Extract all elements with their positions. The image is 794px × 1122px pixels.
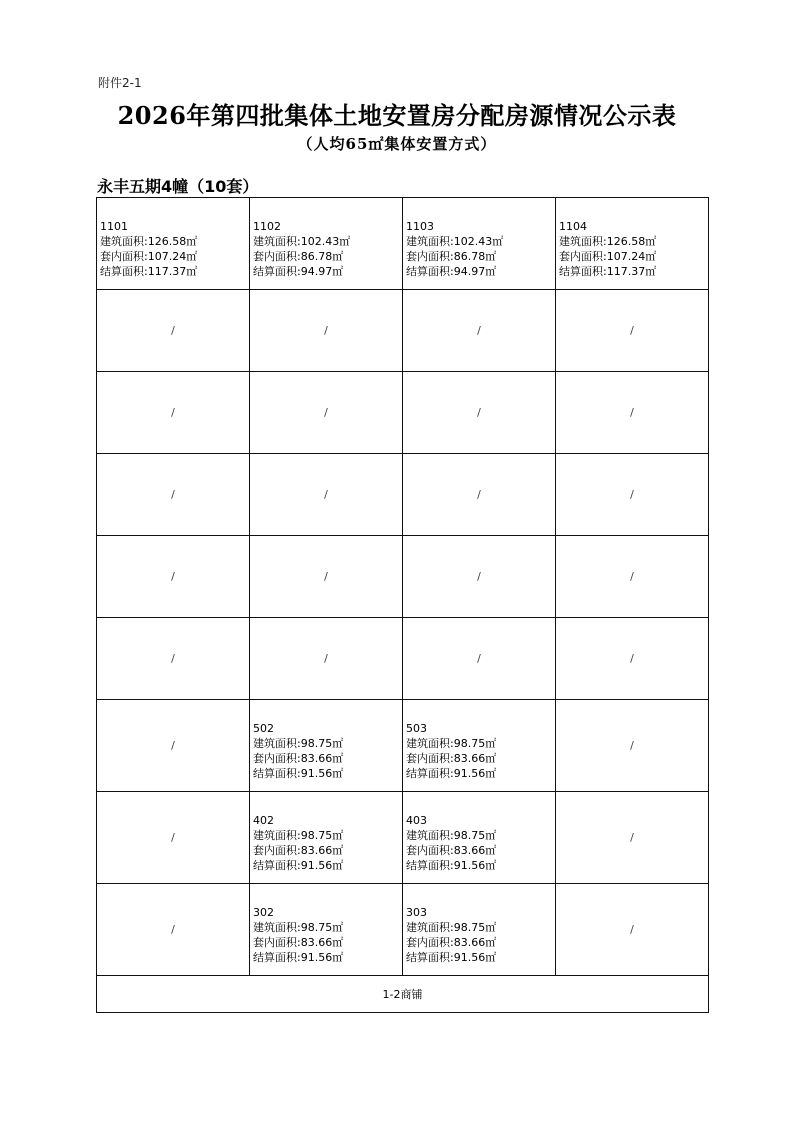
empty-cell — [97, 454, 250, 536]
settlement-area: 结算面积:91.56㎡ — [253, 858, 344, 872]
empty-cell — [403, 372, 556, 454]
empty-cell — [403, 536, 556, 618]
built-area: 建筑面积:126.58㎡ — [559, 234, 657, 248]
empty-mark: / — [171, 570, 175, 583]
unit-number: 302 — [253, 905, 274, 919]
unit-number: 303 — [406, 905, 427, 919]
unit-cell — [403, 884, 556, 976]
built-area: 建筑面积:98.75㎡ — [253, 736, 344, 750]
empty-cell — [97, 536, 250, 618]
empty-cell — [556, 884, 709, 976]
empty-cell — [250, 618, 403, 700]
empty-cell — [556, 536, 709, 618]
empty-cell — [97, 700, 250, 792]
empty-mark: / — [324, 570, 328, 583]
settlement-area: 结算面积:117.37㎡ — [100, 264, 198, 278]
inner-area: 套内面积:86.78㎡ — [253, 249, 344, 263]
unit-cell — [403, 700, 556, 792]
empty-cell — [403, 454, 556, 536]
empty-mark: / — [477, 570, 481, 583]
built-area: 建筑面积:98.75㎡ — [406, 920, 497, 934]
inner-area: 套内面积:83.66㎡ — [406, 751, 497, 765]
settlement-area: 结算面积:91.56㎡ — [406, 766, 497, 780]
empty-cell — [97, 618, 250, 700]
building-heading: 永丰五期4幢（10套） — [97, 177, 259, 196]
empty-mark: / — [477, 324, 481, 337]
empty-mark: / — [477, 406, 481, 419]
empty-cell — [250, 290, 403, 372]
empty-cell — [556, 290, 709, 372]
page-subtitle: （人均65㎡集体安置方式） — [297, 135, 497, 153]
settlement-area: 结算面积:91.56㎡ — [253, 950, 344, 964]
unit-number: 1103 — [406, 219, 434, 233]
empty-mark: / — [630, 324, 634, 337]
inner-area: 套内面积:83.66㎡ — [253, 751, 344, 765]
empty-mark: / — [630, 831, 634, 844]
empty-cell — [97, 290, 250, 372]
empty-cell — [556, 700, 709, 792]
empty-mark: / — [171, 739, 175, 752]
table-row — [97, 290, 709, 372]
empty-mark: / — [477, 652, 481, 665]
empty-mark: / — [324, 652, 328, 665]
table-row — [97, 372, 709, 454]
empty-cell — [250, 454, 403, 536]
unit-number: 1104 — [559, 219, 587, 233]
built-area: 建筑面积:98.75㎡ — [406, 828, 497, 842]
inner-area: 套内面积:83.66㎡ — [406, 843, 497, 857]
empty-cell — [556, 792, 709, 884]
inner-area: 套内面积:83.66㎡ — [253, 843, 344, 857]
empty-cell — [403, 290, 556, 372]
unit-number: 502 — [253, 721, 274, 735]
empty-mark: / — [171, 324, 175, 337]
empty-mark: / — [171, 406, 175, 419]
unit-cell — [250, 792, 403, 884]
built-area: 建筑面积:98.75㎡ — [253, 828, 344, 842]
table-row — [97, 976, 709, 1013]
empty-cell — [250, 536, 403, 618]
unit-cell — [556, 198, 709, 290]
unit-number: 1102 — [253, 219, 281, 233]
built-area: 建筑面积:102.43㎡ — [253, 234, 351, 248]
settlement-area: 结算面积:94.97㎡ — [406, 264, 497, 278]
settlement-area: 结算面积:91.56㎡ — [406, 950, 497, 964]
empty-mark: / — [630, 652, 634, 665]
unit-cell — [250, 700, 403, 792]
empty-mark: / — [324, 488, 328, 501]
unit-number: 403 — [406, 813, 427, 827]
housing-table — [96, 197, 709, 1013]
empty-cell — [97, 884, 250, 976]
empty-cell — [250, 372, 403, 454]
attachment-label: 附件2-1 — [98, 76, 142, 90]
empty-mark: / — [630, 739, 634, 752]
table-row — [97, 198, 709, 290]
inner-area: 套内面积:107.24㎡ — [559, 249, 657, 263]
table-row — [97, 536, 709, 618]
inner-area: 套内面积:83.66㎡ — [406, 935, 497, 949]
empty-cell — [556, 618, 709, 700]
page-title: 2026年第四批集体土地安置房分配房源情况公示表 — [117, 101, 677, 130]
built-area: 建筑面积:126.58㎡ — [100, 234, 198, 248]
empty-mark: / — [171, 923, 175, 936]
table-row — [97, 700, 709, 792]
empty-mark: / — [171, 652, 175, 665]
empty-cell — [97, 372, 250, 454]
empty-cell — [556, 372, 709, 454]
built-area: 建筑面积:98.75㎡ — [406, 736, 497, 750]
built-area: 建筑面积:102.43㎡ — [406, 234, 504, 248]
table-row — [97, 884, 709, 976]
empty-mark: / — [477, 488, 481, 501]
settlement-area: 结算面积:91.56㎡ — [253, 766, 344, 780]
inner-area: 套内面积:107.24㎡ — [100, 249, 198, 263]
empty-mark: / — [630, 923, 634, 936]
unit-number: 503 — [406, 721, 427, 735]
inner-area: 套内面积:86.78㎡ — [406, 249, 497, 263]
unit-cell — [403, 198, 556, 290]
settlement-area: 结算面积:94.97㎡ — [253, 264, 344, 278]
settlement-area: 结算面积:117.37㎡ — [559, 264, 657, 278]
unit-cell — [250, 884, 403, 976]
unit-cell — [97, 198, 250, 290]
empty-mark: / — [324, 324, 328, 337]
settlement-area: 结算面积:91.56㎡ — [406, 858, 497, 872]
shop-row-label: 1-2商铺 — [97, 976, 709, 1013]
unit-cell — [250, 198, 403, 290]
empty-mark: / — [630, 570, 634, 583]
empty-cell — [556, 454, 709, 536]
empty-cell — [403, 618, 556, 700]
inner-area: 套内面积:83.66㎡ — [253, 935, 344, 949]
empty-cell — [97, 792, 250, 884]
table-row — [97, 618, 709, 700]
empty-mark: / — [171, 488, 175, 501]
built-area: 建筑面积:98.75㎡ — [253, 920, 344, 934]
unit-number: 402 — [253, 813, 274, 827]
unit-number: 1101 — [100, 219, 128, 233]
empty-mark: / — [630, 488, 634, 501]
empty-mark: / — [630, 406, 634, 419]
table-row — [97, 454, 709, 536]
table-row — [97, 792, 709, 884]
unit-cell — [403, 792, 556, 884]
empty-mark: / — [171, 831, 175, 844]
empty-mark: / — [324, 406, 328, 419]
